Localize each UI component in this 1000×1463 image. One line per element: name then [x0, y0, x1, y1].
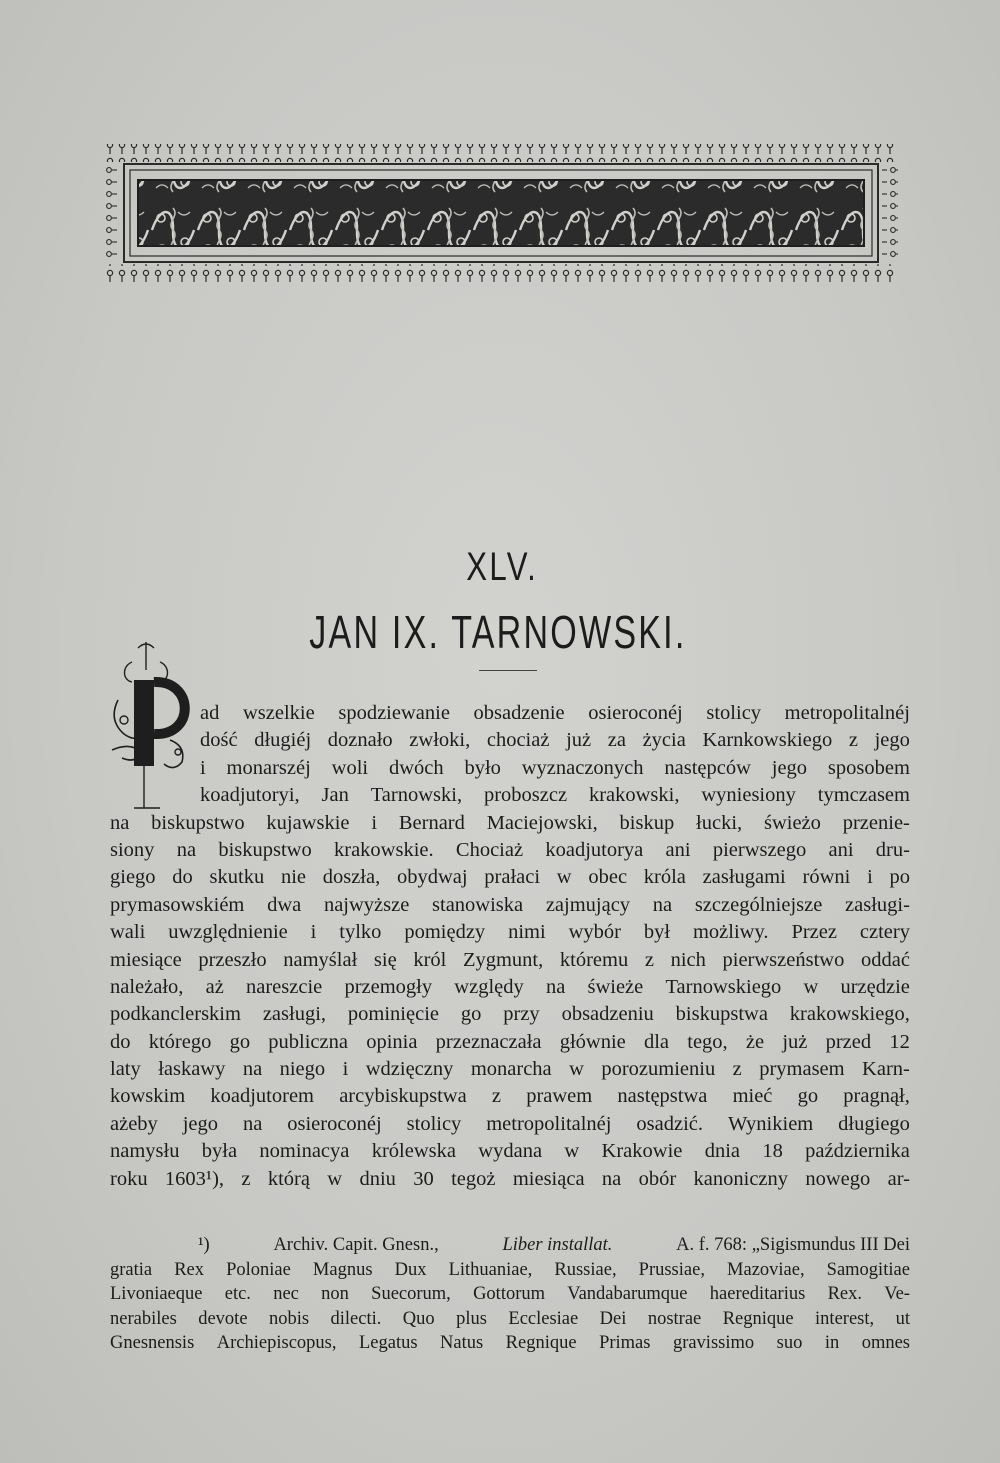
word: dru-: [875, 838, 910, 861]
word: Dei: [599, 1308, 627, 1329]
word: urzędzie: [840, 975, 910, 998]
word: po: [889, 866, 910, 889]
word: koadjutorya: [545, 838, 644, 861]
word: łucki,: [696, 811, 743, 834]
word: i: [371, 811, 378, 834]
word: metropolitalnéj: [784, 702, 910, 724]
word: ani: [665, 838, 691, 861]
word: przenie-: [842, 811, 910, 834]
footnote-line: [110, 1258, 910, 1283]
text-line: [110, 919, 910, 946]
word: świeżo: [763, 811, 821, 834]
word: jego: [771, 756, 808, 779]
word: Jan: [321, 784, 349, 807]
word: in: [824, 1333, 840, 1354]
word: Tarnowski,: [370, 784, 463, 807]
word: nie: [280, 866, 306, 889]
word: za: [607, 729, 626, 752]
word: długiéj: [254, 729, 312, 752]
word: Mazoviae,: [727, 1259, 805, 1280]
word: zasługami: [702, 866, 786, 889]
word: z: [732, 1058, 742, 1081]
footnote-source: Archiv. Capit. Gnesn.,: [273, 1235, 439, 1255]
footnote-line: [110, 1282, 910, 1307]
word: ani: [828, 838, 854, 861]
word: osieroconéj: [287, 1112, 382, 1135]
word: w: [556, 866, 572, 889]
word: Regnique: [722, 1308, 794, 1329]
word: zajmujący: [545, 893, 631, 916]
word: oddać: [860, 948, 910, 971]
word: dilecti.: [330, 1308, 382, 1329]
word: metropolitalnéj: [486, 1112, 612, 1135]
word: obec: [588, 866, 628, 889]
word: nobis: [268, 1308, 310, 1329]
word: osieroconéj: [588, 702, 683, 724]
word: Karn-: [862, 1058, 910, 1081]
word: krakowskiego,: [789, 1003, 910, 1026]
word: było: [464, 756, 501, 779]
word: proboszcz: [483, 784, 568, 807]
text-line: [110, 1166, 910, 1193]
word: ad: [200, 702, 220, 724]
word: Livoniaeque: [110, 1284, 203, 1305]
word: dość: [200, 729, 238, 752]
word: którego: [148, 1030, 212, 1053]
word: Wynikiem: [727, 1112, 814, 1135]
word: go: [229, 1030, 251, 1053]
word: zasługi,: [262, 1003, 327, 1026]
word: biskupstwo: [151, 811, 245, 834]
word: uwzględnienie: [168, 921, 288, 944]
word: podkanclerskim: [110, 1003, 241, 1026]
footnote-marker: ¹): [198, 1235, 210, 1255]
word: niego: [279, 1058, 326, 1081]
word: go: [797, 1085, 819, 1108]
word: omnes: [861, 1333, 910, 1354]
word: kanoniczny: [693, 1167, 789, 1190]
word: prałaci: [484, 866, 541, 889]
chapter-number: XLV.: [466, 545, 539, 589]
word: spodziewanie: [338, 702, 450, 724]
word: wszelkie: [242, 702, 315, 724]
word: monarcha: [470, 1058, 552, 1081]
word: tego,: [687, 1030, 728, 1053]
word: do: [110, 1030, 131, 1053]
word: wyniesiony: [701, 784, 796, 807]
word: plus: [456, 1308, 487, 1329]
word: nerabiles: [110, 1308, 177, 1329]
word: Vandabarumque: [567, 1284, 688, 1305]
word: Rex.: [827, 1284, 863, 1305]
word: jego: [874, 729, 910, 752]
word: porozumieniu: [601, 1058, 716, 1081]
word: obydwaj: [396, 866, 468, 889]
word: non: [321, 1284, 349, 1305]
text-line: [110, 974, 910, 1001]
word: aż: [205, 975, 224, 998]
word: przeszło: [198, 948, 267, 971]
word: należało,: [110, 975, 184, 998]
word: Ecclesiae: [508, 1308, 579, 1329]
word: ar-: [887, 1167, 910, 1190]
word: wydana: [478, 1140, 543, 1163]
word: równi: [802, 866, 851, 889]
word: i: [310, 921, 317, 944]
word: wyznaczonych: [521, 756, 644, 779]
word: Magnus: [312, 1259, 373, 1280]
footnote-italic-title: Liber installat.: [502, 1235, 613, 1255]
word: była: [201, 1140, 238, 1163]
word: łaskawy: [158, 1058, 226, 1081]
word: z: [241, 1167, 251, 1190]
word: był: [643, 921, 671, 944]
word: w: [327, 1167, 343, 1190]
word: Lithuaniae,: [448, 1259, 533, 1280]
text-line: [110, 727, 910, 754]
word: do: [172, 866, 193, 889]
word: którą: [267, 1167, 310, 1190]
word: wdzięczny: [365, 1058, 454, 1081]
word: suo: [776, 1333, 803, 1354]
word: gratia: [110, 1259, 153, 1280]
word: Dux: [394, 1259, 427, 1280]
word: biskupstwa: [675, 1003, 768, 1026]
text-line: [110, 700, 910, 727]
word: zasługi-: [845, 893, 910, 916]
word: jego: [182, 1112, 219, 1135]
word: ut: [895, 1308, 910, 1329]
word: miesiąca: [512, 1167, 585, 1190]
word: kowskim: [110, 1085, 186, 1108]
word: na: [242, 1058, 263, 1081]
word: etc.: [224, 1284, 251, 1305]
word: obsadzenie: [473, 702, 565, 724]
word: w: [569, 1058, 584, 1081]
word: stanowiska: [432, 893, 524, 916]
text-line: [110, 755, 910, 782]
word: świeże: [587, 975, 644, 998]
word: życia: [642, 729, 686, 752]
word: Zygmunt,: [462, 948, 544, 971]
word: w: [803, 975, 819, 998]
word: Samogitiae: [826, 1259, 910, 1280]
word: na: [545, 975, 566, 998]
text-line: [110, 837, 910, 864]
word: Maciejowski,: [486, 811, 598, 834]
word: na: [110, 811, 130, 834]
word: tylko: [339, 921, 382, 944]
word: wybór: [568, 921, 621, 944]
word: z: [644, 948, 654, 971]
word: z: [491, 1085, 502, 1108]
ornament-pattern-icon: [104, 140, 898, 286]
text-line: [110, 892, 910, 919]
word: zwłoki,: [409, 729, 471, 752]
text-line: [110, 864, 910, 891]
word: Karnkowskiego: [702, 729, 833, 752]
footnote-line: [110, 1331, 910, 1356]
word: pierwszeństwo: [722, 948, 845, 971]
word: Legatus: [358, 1333, 418, 1354]
footnote-line: [110, 1233, 910, 1258]
word: stolicy: [406, 1112, 462, 1135]
word: dla: [643, 1030, 670, 1053]
word: stolicy: [706, 702, 762, 724]
word: krakowski,: [588, 784, 680, 807]
word: możliwy.: [692, 921, 769, 944]
word: publiczna: [268, 1030, 348, 1053]
word: Gottorum: [473, 1284, 546, 1305]
word: następstwa: [617, 1085, 708, 1108]
word: z: [848, 729, 858, 752]
word: 30: [413, 1167, 434, 1190]
word: pragnął,: [843, 1085, 910, 1108]
word: Tarnowskiego: [665, 975, 782, 998]
word: Natus: [440, 1333, 484, 1354]
title-divider: [479, 670, 537, 671]
word: Poloniae: [226, 1259, 291, 1280]
word: pomiędzy: [404, 921, 486, 944]
word: go: [460, 1003, 482, 1026]
word: Quo: [402, 1308, 435, 1329]
word: skutku: [209, 866, 265, 889]
word: arcybiskupstwa: [339, 1085, 467, 1108]
body-paragraph: [110, 700, 910, 1193]
word: osadzić.: [636, 1112, 704, 1135]
word: szczególniejsze: [694, 893, 823, 916]
word: prawem: [526, 1085, 593, 1108]
word: się: [373, 948, 397, 971]
word: haereditarius: [709, 1284, 806, 1305]
word: pominięcie: [347, 1003, 439, 1026]
text-line: [110, 947, 910, 974]
word: dwa: [267, 893, 302, 916]
word: na: [242, 1112, 263, 1135]
word: biskup: [619, 811, 675, 834]
word: nimi: [508, 921, 546, 944]
word: kujawskie: [266, 811, 350, 834]
text-line: [110, 810, 910, 837]
footnote: [110, 1233, 910, 1356]
word: prymasem: [759, 1058, 845, 1081]
word: dwóch: [388, 756, 444, 779]
text-line: [110, 1029, 910, 1056]
word: października: [805, 1140, 910, 1163]
word: dnia: [704, 1140, 740, 1163]
word: gravissimo: [672, 1333, 755, 1354]
word: Bernard: [398, 811, 465, 834]
word: monarszéj: [226, 756, 311, 779]
ornamental-header-band: [104, 140, 898, 286]
word: głównie: [559, 1030, 626, 1053]
word: na: [601, 1167, 622, 1190]
word: Ve-: [884, 1284, 910, 1305]
word: koadjutoryi,: [200, 784, 300, 807]
word: prymasowskiém: [110, 893, 245, 916]
word: wali: [110, 921, 146, 944]
word: siony: [110, 838, 155, 861]
word: Russiae,: [554, 1259, 617, 1280]
word: namysłu: [110, 1140, 180, 1163]
word: król: [413, 948, 447, 971]
word: nominacya: [259, 1140, 350, 1163]
word: interest,: [815, 1308, 875, 1329]
word: przemogły: [344, 975, 433, 998]
word: względy: [454, 975, 524, 998]
word: Gnesnensis: [110, 1333, 195, 1354]
word: cztery: [859, 921, 910, 944]
word: biskupstwo: [218, 838, 312, 861]
word: obsadzeniu: [561, 1003, 654, 1026]
word: króla: [643, 866, 686, 889]
word: przed: [825, 1030, 872, 1053]
word: woli: [331, 756, 369, 779]
word: na: [176, 838, 197, 861]
word: i: [200, 756, 206, 779]
word: że: [745, 1030, 765, 1053]
word: ażeby: [110, 1112, 158, 1135]
word: i: [342, 1058, 349, 1081]
text-line: [110, 782, 910, 809]
word: Archiepiscopus,: [216, 1333, 337, 1354]
word: pierwszego: [712, 838, 807, 861]
word: koadjutorem: [210, 1085, 314, 1108]
word: roku: [110, 1167, 148, 1190]
text-line: [110, 1138, 910, 1165]
word: Suecorum,: [371, 1284, 451, 1305]
word: któremu: [559, 948, 629, 971]
text-line: [110, 1083, 910, 1110]
word: Regnique: [505, 1333, 577, 1354]
word: 12: [889, 1030, 910, 1053]
word: chociaż: [486, 729, 550, 752]
word: 18: [762, 1140, 783, 1163]
word: nich: [670, 948, 706, 971]
word: tegoż: [451, 1167, 496, 1190]
word: nec: [273, 1284, 299, 1305]
word: dniu: [359, 1167, 396, 1190]
word: namyślał: [283, 948, 358, 971]
word: doznało: [327, 729, 393, 752]
word: devote: [198, 1308, 248, 1329]
word: doszła,: [322, 866, 381, 889]
word: długiego: [838, 1112, 910, 1135]
word: przy: [503, 1003, 540, 1026]
word: Chociaż: [455, 838, 524, 861]
word: mieć: [732, 1085, 773, 1108]
text-line: [110, 1111, 910, 1138]
word: Rex: [174, 1259, 205, 1280]
word: nostrae: [647, 1308, 702, 1329]
word: obór: [638, 1167, 677, 1190]
word: Przez: [791, 921, 837, 944]
word: nowego: [805, 1167, 871, 1190]
word: opinia: [366, 1030, 418, 1053]
word: w: [564, 1140, 580, 1163]
word: już: [782, 1030, 808, 1053]
word: Krakowie: [601, 1140, 683, 1163]
text-line: [110, 1056, 910, 1083]
word: giego: [110, 866, 156, 889]
word: tymczasem: [817, 784, 910, 807]
word: następców: [664, 756, 751, 779]
word: sposobem: [827, 756, 910, 779]
word: miesiące: [110, 948, 182, 971]
word: już: [566, 729, 592, 752]
chapter-title: JAN IX. TARNOWSKI.: [309, 606, 687, 658]
word: krakowskie.: [334, 838, 434, 861]
word: Prussiae,: [638, 1259, 705, 1280]
footnote-text: A. f. 768: „Sigismundus III Dei: [676, 1235, 910, 1255]
word: laty: [110, 1058, 141, 1081]
word: i: [867, 866, 873, 889]
word: nareszcie: [246, 975, 323, 998]
word: Primas: [599, 1333, 651, 1354]
word: królewska: [371, 1140, 456, 1163]
word: najwyższe: [323, 893, 410, 916]
word: 1603¹),: [164, 1167, 225, 1190]
footnote-line: [110, 1307, 910, 1332]
text-line: [110, 1001, 910, 1028]
word: przeznaczała: [435, 1030, 542, 1053]
word: na: [652, 893, 673, 916]
